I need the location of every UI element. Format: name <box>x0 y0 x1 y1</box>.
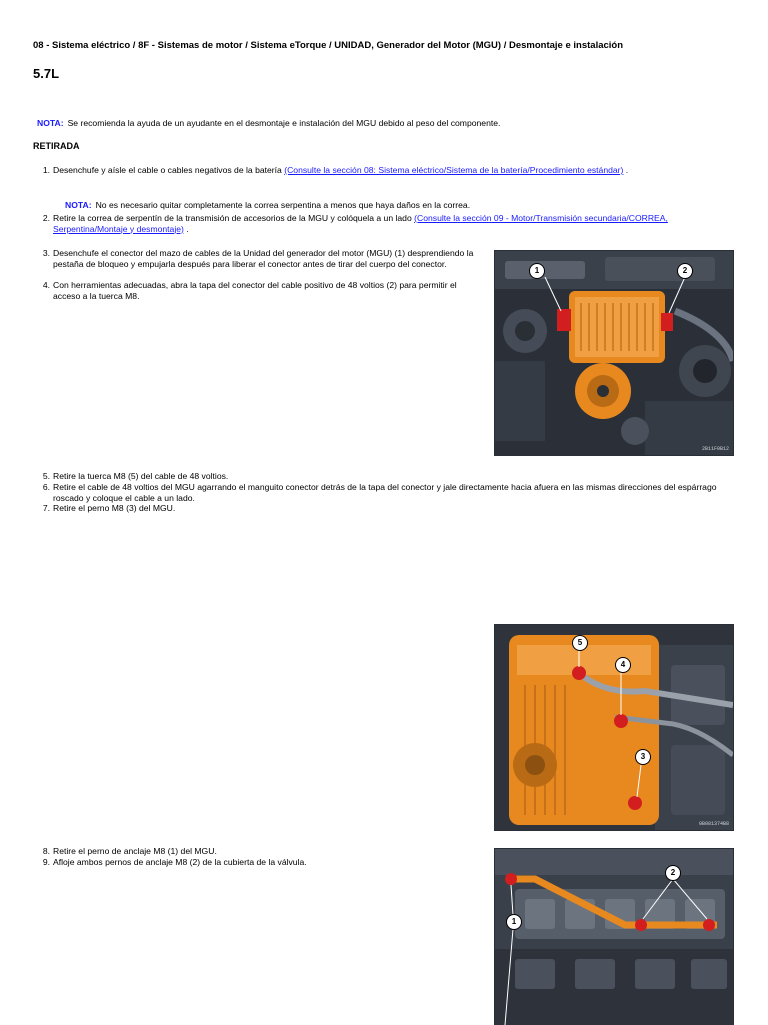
callout-2: 2 <box>665 865 681 881</box>
callout-5: 5 <box>572 635 588 651</box>
step-text: Desenchufe y aísle el cable o cables negativos de la batería <box>53 165 282 175</box>
step-text: Desenchufe el conector del mazo de cables de la Unidad del generador del motor (MGU) (1) desprendiendo la pestaña de bloqueo y empujarla después para liberar el conector antes de tirar del cuerpo del conector. <box>53 248 474 269</box>
figure-mgu-connector <box>494 250 734 456</box>
step-number: 1. <box>42 165 50 175</box>
step-2 <box>35 213 695 234</box>
step-8 <box>35 846 475 857</box>
step-number: 7. <box>42 503 50 513</box>
breadcrumb: 08 - Sistema eléctrico / 8F - Sistemas de motor / Sistema eTorque / UNIDAD, Generador del Motor (MGU) / Desmontaje e instalación <box>33 40 624 51</box>
note-label: NOTA: <box>65 200 92 210</box>
step-number: 8. <box>42 846 50 856</box>
callout-2: 2 <box>677 263 693 279</box>
note-belt <box>65 200 725 211</box>
step-9 <box>35 857 475 868</box>
step-text: Retire el perno M8 (3) del MGU. <box>53 503 176 513</box>
step-7 <box>35 503 735 514</box>
step-4 <box>35 280 482 301</box>
step-text: Retire la tuerca M8 (5) del cable de 48 voltios. <box>53 471 229 481</box>
note-text: Se recomienda la ayuda de un ayudante en el desmontaje e instalación del MGU debido al peso del componente. <box>67 118 501 128</box>
callout-1: 1 <box>506 914 522 930</box>
figure-code: 2B11F0B12 <box>701 446 729 452</box>
step-6 <box>35 482 735 503</box>
step-text-end: . <box>186 223 189 234</box>
note-text: No es necesario quitar completamente la correa serpentina a menos que haya daños en la correa. <box>95 200 471 210</box>
engine-illustration <box>495 251 733 455</box>
step-number: 3. <box>42 248 50 258</box>
step-3 <box>35 248 482 269</box>
step-number: 2. <box>42 213 50 223</box>
figure-mgu-cable <box>494 624 734 831</box>
step-text: Con herramientas adecuadas, abra la tapa del conector del cable positivo de 48 voltios (2) para permitir el acceso a la tuerca M8. <box>53 280 457 301</box>
figure-code: 0B081374B8 <box>698 821 729 827</box>
callout-1: 1 <box>529 263 545 279</box>
step-text-end: . <box>625 165 629 175</box>
step-text: Retire el cable de 48 voltios del MGU agarrando el manguito conector detrás de la tapa del conector y jale directamente hacia afuera en las mismas direcciones del espárrago roscado y coloque el cable a un lado. <box>53 482 717 503</box>
step-1 <box>35 165 735 176</box>
serpentine-belt-link[interactable]: (Consulte la sección 09 - Motor/Transmisión secundaria/CORREA, Serpentina/Montaje y desmontaje) <box>53 213 668 234</box>
callout-3: 3 <box>635 749 651 765</box>
step-text: Retire el perno de anclaje M8 (1) del MGU. <box>53 846 217 856</box>
note-weight <box>37 118 737 129</box>
step-number: 9. <box>42 857 50 867</box>
step-text: Afloje ambos pernos de anclaje M8 (2) de la cubierta de la válvula. <box>53 857 307 867</box>
step-number: 4. <box>42 280 50 290</box>
step-text: Retire la correa de serpentín de la transmisión de accesorios de la MGU y colóquela a un lado <box>53 213 412 223</box>
section-heading: RETIRADA <box>33 141 80 151</box>
valve-cover-illustration <box>495 849 733 1025</box>
page-title: 5.7L <box>33 66 60 81</box>
step-5 <box>35 471 735 482</box>
callout-4: 4 <box>615 657 631 673</box>
mgu-illustration <box>495 625 733 830</box>
figure-anchor-bolts <box>494 848 734 1025</box>
battery-procedure-link[interactable]: (Consulte la sección 08: Sistema eléctrico/Sistema de la batería/Procedimiento estándar) <box>284 165 624 175</box>
note-label: NOTA: <box>37 118 64 128</box>
step-number: 5. <box>42 471 50 481</box>
step-number: 6. <box>42 482 50 492</box>
